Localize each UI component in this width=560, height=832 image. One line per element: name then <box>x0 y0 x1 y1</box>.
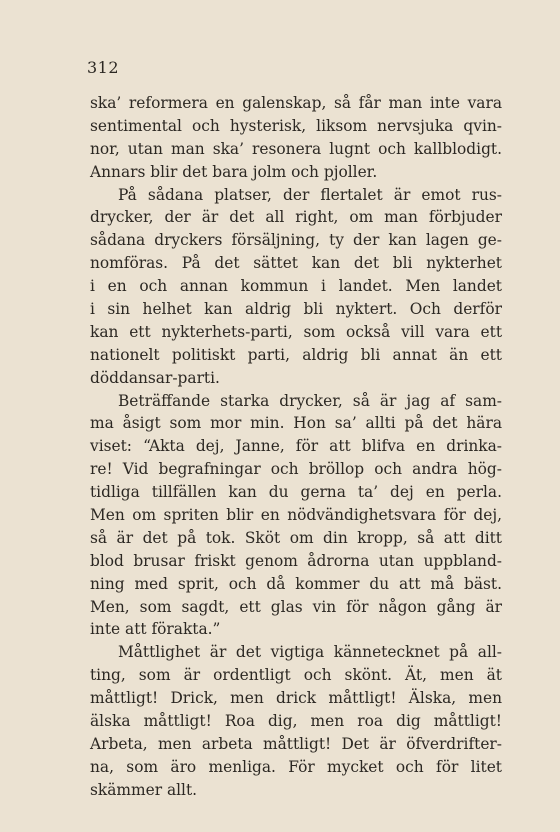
body-text <box>90 92 502 802</box>
page-number: 312 <box>87 58 120 77</box>
text-line: Beträffande starka drycker, så är jag af sam- <box>118 391 502 410</box>
text-line: nomföras. På det sättet kan det bli nykterhet <box>90 254 502 273</box>
text-line: sådana dryckers försäljning, ty der kan lagen ge- <box>90 231 502 250</box>
text-line: Men, som sagdt, ett glas vin för någon gång är <box>90 597 502 616</box>
text-line: tidliga tillfällen kan du gerna ta’ dej en perla. <box>90 483 502 502</box>
paragraph <box>90 641 502 801</box>
text-line: ma åsigt som mor min. Hon sa’ allti på det hära <box>90 414 502 433</box>
text-line: viset: “Akta dej, Janne, för att blifva en drinka- <box>90 437 502 456</box>
text-line: drycker, der är det all right, om man förbjuder <box>90 208 502 227</box>
text-line: döddansar-parti. <box>90 368 220 387</box>
text-line: nationelt politiskt parti, aldrig bli annat än ett <box>90 345 502 364</box>
text-line: i en och annan kommun i landet. Men landet <box>90 277 502 296</box>
text-line: skämmer allt. <box>90 780 198 799</box>
text-line: Annars blir det bara jolm och pjoller. <box>90 162 378 181</box>
text-line: ning med sprit, och då kommer du att må bäst. <box>90 574 502 593</box>
text-line: kan ett nykterhets-parti, som också vill vara ett <box>90 322 502 341</box>
paragraph <box>90 184 502 390</box>
text-line: måttligt! Drick, men drick måttligt! Älska, men <box>90 689 502 708</box>
text-line: Måttlighet är det vigtiga kännetecknet på all- <box>118 643 502 662</box>
text-line: Men om spriten blir en nödvändighetsvara för dej, <box>90 506 502 525</box>
text-line: så är det på tok. Sköt om din kropp, så att ditt <box>90 528 502 547</box>
paragraph <box>90 92 502 184</box>
paragraph <box>90 390 502 642</box>
text-line: ska’ reformera en galenskap, så får man inte vara <box>90 94 502 112</box>
text-line: na, som äro menliga. För mycket och för litet <box>90 757 502 776</box>
text-line: På sådana platser, der flertalet är emot rus- <box>118 185 502 204</box>
text-line: sentimental och hysterisk, liksom nervsjuka qvin- <box>90 116 502 135</box>
text-line: Arbeta, men arbeta måttligt! Det är öfverdrifter- <box>90 734 502 753</box>
text-line: inte att förakta.” <box>90 620 221 639</box>
text-line: älska måttligt! Roa dig, men roa dig måttligt! <box>90 712 502 731</box>
text-line: i sin helhet kan aldrig bli nyktert. Och derför <box>90 300 502 319</box>
text-line: re! Vid begrafningar och bröllop och andra hög- <box>90 460 502 479</box>
text-line: nor, utan man ska’ resonera lugnt och kallblodigt. <box>90 139 502 158</box>
text-line: blod brusar friskt genom ådrorna utan uppbland- <box>90 551 502 570</box>
text-line: ting, som är ordentligt och skönt. Ät, men ät <box>90 666 502 685</box>
